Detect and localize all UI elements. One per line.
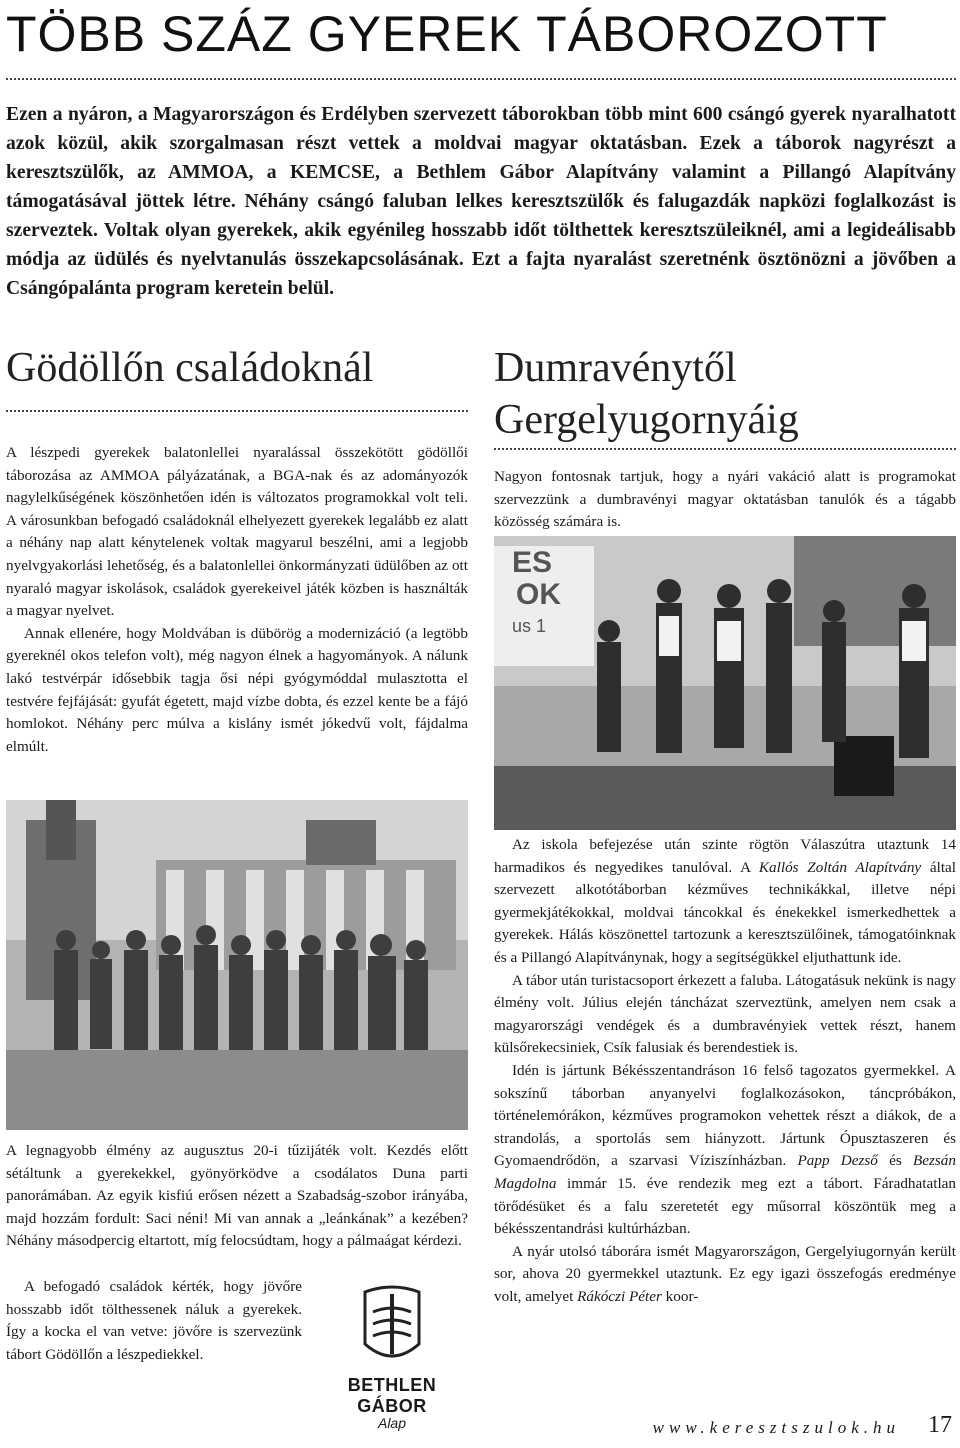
right-paragraph-2: A tábor után turistacsoport érkezett a faluba. Látogatásuk nekünk is nagy élmény volt. Július elején táncházat szerveztünk, amelyen nem csak a magyarországi vendégek és a dumbravényiek vettek részt, hanem külsőrekecsiniek, Csík falusiak és berendestiek is.	[494, 971, 956, 1057]
bethlen-gabor-logo	[322, 1284, 462, 1431]
right-heading-line-1: Dumravénytől	[494, 345, 737, 391]
right-heading	[494, 342, 956, 446]
photo-banner-text-1: ES	[512, 546, 553, 579]
folk-dance-photo	[494, 536, 956, 830]
logo-emblem-icon	[357, 1284, 427, 1368]
left-paragraph-4: A befogadó családok kérték, hogy jövőre hosszabb időt tölthessenek náluk a gyerekek. Így a kocka el van vetve: jövőre is szervezünk tábort Gödöllőn a lészpediekkel.	[6, 1278, 302, 1363]
left-paragraph-1: A lészpedi gyerekek balatonlellei nyaralással összekötött gödöllői táborozása az AMMOA pályázatának, a BGA-nak és az adományozók nagylelkűségének köszönhetően idén is változatos programokkal volt teli. A városunkban befogadó családoknál elhelyezett gyerekek legalább ez alatt a néhány nap alatt kénytelenek voltak magyarul beszélni, ami a legjobb nyelvgyakorlási lehetőség, és a balatonlellei önkormányzati üdülőben az ott nyaraló magyar iskolások, családok gyerekeivel játék közben is használták a magyar nyelvet.	[6, 444, 468, 620]
left-paragraph-2: Annak ellenére, hogy Moldvában is dübörög a modernizáció (a legtöbb gyereknél okos telefon volt), még nagyon élnek a hagyományok. A nálunk lakó testvérpár idősebbik tagja ősi népi gyógymóddal mulasztotta el testvére fejfájását: gyufát égetett, majd vízbe dobta, és ezzel kente be a fájó homlokot. Néhány perc múlva a kislány ismét jókedvű volt, fájdalma elmúlt.	[6, 624, 468, 755]
left-article-top	[6, 442, 468, 758]
logo-name: BETHLEN GÁBOR	[347, 1375, 437, 1416]
left-article-final	[6, 1276, 302, 1366]
logo-subtitle: Alap	[377, 1415, 407, 1431]
left-heading: Gödöllőn családoknál	[6, 345, 374, 391]
folk-dance-illustration	[494, 536, 956, 830]
right-paragraph-1: Az iskola befejezése után szinte rögtön Válaszútra utaztunk 14 harmadikos és negyedikes tanulóval. A Kallós Zoltán Alapítvány által szervezett alkotótáborban kézműves technikákkal, illetve népi gyermekjátékokkal, moldvai táncokkal és énekekkel ismerkedhettek a gyerekek. Hálás köszönettel tartozunk a keresztszülőinek, támogatóinknak és a Pillangó Alapítványnak, hogy a segítségükkel eljuthattunk ide.	[494, 836, 957, 966]
left-article-bottom	[6, 1140, 468, 1253]
right-paragraph-4: A nyár utolsó táborára ismét Magyarországon, Gergelyiugornyán került sor, ahova 20 gyermekkel utaztunk. Ez egy igazi összefogás eredménye volt, amelyet Rákóczi Péter koor-	[494, 1242, 956, 1305]
page-number: 17	[928, 1412, 952, 1438]
right-heading-divider	[494, 448, 956, 450]
left-heading-divider	[6, 410, 468, 412]
right-heading-line-2: Gergelyugornyáig	[494, 397, 799, 443]
title-divider	[6, 78, 956, 80]
right-intro-paragraph: Nagyon fontosnak tartjuk, hogy a nyári vakáció alatt is programokat szervezzünk a dumbravényi magyar oktatásban tanulók és a tágabb közösség számára is.	[494, 468, 956, 531]
photo-banner-text-3: us 1	[512, 616, 547, 636]
right-intro	[494, 466, 956, 534]
left-paragraph-3: A legnagyobb élmény az augusztus 20-i tűzijáték volt. Kezdés előtt sétáltunk a gyerekekkel, gyönyörködve a csodálatos Duna parti panorámában. Az egyik kisfiú erősen nézett a Szabadság-szobor irányába, majd hozzám fordult: Saci néni! Mi van annak a „leánkának” a kezében? Néhány másodpercig eltartott, míg felocsúdtam, hogy a pálmaágat kérdezi.	[6, 1142, 468, 1250]
group-photo-illustration	[6, 800, 468, 1130]
group-photo	[6, 800, 468, 1130]
right-article	[494, 834, 956, 1308]
page-title: TÖBB SZÁZ GYEREK TÁBOROZOTT	[6, 6, 888, 62]
lead-paragraph: Ezen a nyáron, a Magyarországon és Erdélyben szervezett táborokban több mint 600 csángó gyerek nyaralhatott azok közül, akik szorgalmasan részt vettek a moldvai magyar oktatásban. Ezek a táborok nagyrészt a keresztszülők, az AMMOA, a KEMCSE, a Bethlem Gábor Alapítvány valamint a Pillangó Alapítvány támogatásával jöttek létre. Néhány csángó faluban lelkes keresztszülők és falugazdák napközi foglalkozást is szerveztek. Voltak olyan gyerekek, akik egyénileg hosszabb időt tölthettek keresztszüleiknél, ami a legideálisabb módja az üdülés és nyelvtanulás összekapcsolásának. Ezt a fajta nyaralást szeretnénk ösztönözni a jövőben a Csángópalánta program keretein belül.	[6, 104, 956, 299]
footer-url: www.keresztszulok.hu	[652, 1418, 900, 1437]
right-paragraph-3: Idén is jártunk Békésszentandráson 16 felső tagozatos gyermekkel. A sokszínű táborban anyanyelvi foglalkozásokon, táncpróbákon, történelemórákon, kézműves programokon vehettek részt a diákok, de a strandolás, a sportolás sem hiányzott. Jártunk Ópusztaszeren és Gyomaendrődön, a szarvasi Víziszínházban. Papp Dezső és Bezsán Magdolna immár 15. éve rendezik meg ezt a tábort. Fáradhatatlan törődésüket és a falu szeretetét egy műsorral köszöntük meg a békésszentandrási kultúrházban.	[494, 1061, 956, 1238]
photo-banner-text-2: OK	[516, 578, 561, 611]
